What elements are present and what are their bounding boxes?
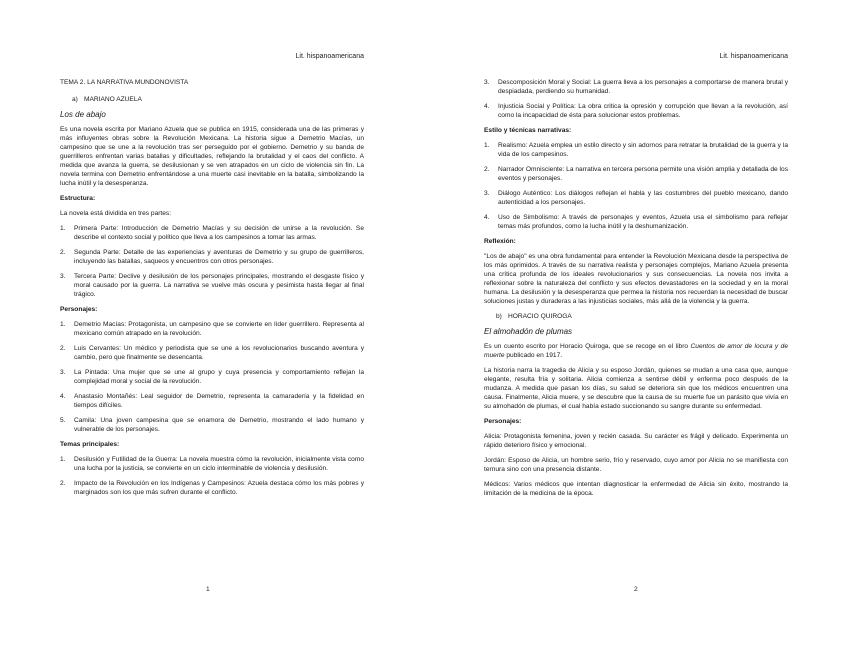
intro-paragraph: Es una novela escrita por Mariano Azuela que se publica en 1915, considerada una de las primeras y más influyentes obras sobre la Revolución Mexicana. La historia sigue a Demetrio Macías, un campesino que se une a la revolución tras ser perseguido por el gobierno. Demetrio y su banda de guerrilleros enfrentan varias batallas y dificultades, reflejando la brutalidad y el caos del conflicto. A medida que avanza la guerra, se desilusionan y se ven atrapados en un ciclo de violencia sin fin. La novela termina con Demetrio enfrentándose a una muerte casi inevitable en la batalla, simbolizando la lucha inútil y la desesperanza. [60, 126, 364, 187]
historia-paragraph: La historia narra la tragedia de Alicia y su esposo Jordán, quienes se mudan a una casa que, aunque elegante, resulta fría y solitaria. Alicia comienza a sentirse débil y enferma poco después de la mudanza. A medida que pasan los días, su salud se deteriora sin que los médicos encuentren una causa. Finalmente, Alicia muere, y se descubre que la causa de su muerte fue un parásito que vivía en su almohadón de plumas, el cual había estado succionando su sangre durante su enfermedad. [484, 367, 788, 410]
list-number: 2. [60, 345, 66, 352]
temas-list [60, 455, 364, 497]
list-item [60, 416, 364, 434]
list-item [60, 320, 364, 338]
book-title: Cuentos de amor de locura y de muerte [484, 343, 788, 359]
character-alicia: Alicia: Protagonista femenina, joven y recién casada. Su carácter es frágil y delicado. Experimenta un rápido deterioro físico y emocional. [484, 433, 788, 449]
section-marker: a) [72, 96, 78, 103]
section-title: HORACIO QUIROGA [508, 313, 572, 320]
list-text: Impacto de la Revolución en los Indígenas y Campesinos: Azuela destaca cómo los más pobres y marginados son los que más sufren durante el conflicto. [74, 480, 364, 496]
list-item [60, 344, 364, 362]
list-text: Descomposición Moral y Social: La guerra lleva a los personajes a comportarse de manera brutal y despiadada, perdiendo su humanidad. [498, 79, 788, 95]
section-heading-azuela [72, 95, 364, 104]
work-title: El almohadón de plumas [484, 327, 573, 336]
page-1-body [60, 78, 364, 503]
page-2 [424, 0, 848, 655]
reflexion-heading: Reflexión: [484, 238, 516, 245]
list-number: 1. [484, 142, 490, 149]
list-item [60, 224, 364, 242]
estructura-list [60, 224, 364, 299]
list-item [60, 272, 364, 299]
list-number: 3. [60, 273, 66, 280]
cuento-text-start: Es un cuento escrito por Horacio Quiroga, que se recoge en el libro [484, 343, 691, 350]
running-header: Lit. hispanoamericana [295, 53, 364, 60]
temas-heading: Temas principales: [60, 441, 120, 448]
list-number: 2. [60, 249, 66, 256]
character-jordan: Jordán: Esposo de Alicia, un hombre serio, frío y reservado, cuyo amor por Alicia no se manifiesta con ternura sino con una presencia distante. [484, 457, 788, 473]
list-item [484, 141, 788, 159]
list-number: 4. [484, 214, 490, 221]
reflexion-paragraph: "Los de abajo" es una obra fundamental para entender la Revolución Mexicana desde la perspectiva de los más oprimidos. A través de su narrativa realista y personajes complejos, Mariano Azuela presenta una crítica profunda de los ideales revolucionarios y sus consecuencias. La novela nos invita a reflexionar sobre la naturaleza del conflicto y sus efectos devastadores en la sociedad y en la moral humana. La desilusión y la desesperanza que permea la historia nos recuerdan la necesidad de buscar soluciones justas y duraderas a las injusticias sociales, más allá de la violencia y la guerra. [484, 253, 788, 305]
list-item [484, 189, 788, 207]
list-text: Camila: Una joven campesina que se enamora de Demetrio, mostrando el lado humano y vulnerable de los personajes. [74, 417, 364, 433]
list-text: Realismo: Azuela emplea un estilo directo y sin adornos para retratar la brutalidad de la guerra y la vida de los campesinos. [498, 142, 788, 158]
character-medicos: Médicos: Varios médicos que intentan diagnosticar la enfermedad de Alicia sin éxito, mostrando la limitación de la medicina de la época. [484, 481, 788, 497]
section-marker: b) [496, 313, 502, 320]
estructura-heading: Estructura: [60, 195, 96, 202]
personajes-heading: Personajes: [60, 306, 98, 313]
personajes-heading: Personajes: [484, 418, 522, 425]
list-number: 1. [60, 456, 66, 463]
running-header: Lit. hispanoamericana [719, 53, 788, 60]
list-text: Luis Cervantes: Un médico y periodista que se une a los revolucionarios buscando aventura y cambio, pero que finalmente se desencanta. [74, 345, 364, 361]
page-number: 1 [206, 586, 210, 593]
list-text: Demetrio Macías: Protagonista, un campesino que se convierte en líder guerrillero. Representa al mexicano común atrapado en la revolución. [74, 321, 364, 337]
list-item [60, 392, 364, 410]
list-item [60, 368, 364, 386]
section-heading-quiroga [496, 312, 788, 321]
estilo-heading: Estilo y técnicas narrativas: [484, 127, 572, 134]
page-number: 2 [634, 586, 638, 593]
list-number: 4. [60, 393, 66, 400]
work-title: Los de abajo [60, 110, 106, 119]
list-number: 3. [484, 79, 490, 86]
list-text: Anastasio Montañés: Leal seguidor de Demetrio, representa la camaradería y la fidelidad en tiempos difíciles. [74, 393, 364, 409]
list-item [484, 213, 788, 231]
list-text: La Pintada: Una mujer que se une al grupo y cuya presencia y comportamiento reflejan la complejidad moral y social de la revolución. [74, 369, 364, 385]
list-text: Uso de Simbolismo: A través de personajes y eventos, Azuela usa el simbolismo para reflejar temas más profundos, como la lucha inútil y la deshumanización. [498, 214, 788, 230]
list-number: 5. [60, 417, 66, 424]
chapter-title: TEMA 2. LA NARRATIVA MUNDONOVISTA [60, 79, 189, 86]
list-item [484, 78, 788, 96]
list-item [60, 248, 364, 266]
cuento-paragraph [484, 342, 788, 360]
list-number: 1. [60, 321, 66, 328]
list-item [484, 165, 788, 183]
list-number: 3. [60, 369, 66, 376]
list-text: Tercera Parte: Declive y desilusión de los personajes principales, mostrando el desgaste físico y moral causado por la guerra. La narrativa se vuelve más oscura y pesimista hasta llegar al final trágico. [74, 273, 364, 298]
list-number: 1. [60, 225, 66, 232]
list-item [60, 479, 364, 497]
list-number: 4. [484, 103, 490, 110]
cuento-text-end: publicado en 1917. [504, 352, 563, 359]
list-text: Desilusión y Futilidad de la Guerra: La novela muestra cómo la revolución, inicialmente vista como una lucha por la justicia, se convierte en un ciclo interminable de violencia y desilusión. [74, 456, 364, 472]
list-text: Primera Parte: Introducción de Demetrio Macías y su decisión de unirse a la revolución. Se describe el contexto social y político que lleva a los campesinos a tomar las armas. [74, 225, 364, 241]
estructura-intro: La novela está dividida en tres partes: [60, 210, 172, 217]
list-text: Segunda Parte: Detalle de las experiencias y aventuras de Demetrio y su grupo de guerrilleros, incluyendo las batallas, saqueos y encuentros con otros personajes. [74, 249, 364, 265]
page-2-body [484, 78, 788, 504]
list-number: 2. [60, 480, 66, 487]
list-number: 2. [484, 166, 490, 173]
list-item [60, 455, 364, 473]
temas-list-continued [484, 78, 788, 120]
list-text: Diálogo Auténtico: Los diálogos reflejan el habla y las costumbres del pueblo mexicano, dando autenticidad a los personajes. [498, 190, 788, 206]
list-number: 3. [484, 190, 490, 197]
list-text: Injusticia Social y Política: La obra critica la opresión y corrupción que llevan a la revolución, así como la incapacidad de ésta para solucionar estos problemas. [498, 103, 788, 119]
list-text: Narrador Omnisciente: La narrativa en tercera persona permite una visión amplia y detallada de los eventos y personajes. [498, 166, 788, 182]
personajes-list [60, 320, 364, 434]
list-item [484, 102, 788, 120]
estilo-list [484, 141, 788, 231]
section-title: MARIANO AZUELA [84, 96, 142, 103]
